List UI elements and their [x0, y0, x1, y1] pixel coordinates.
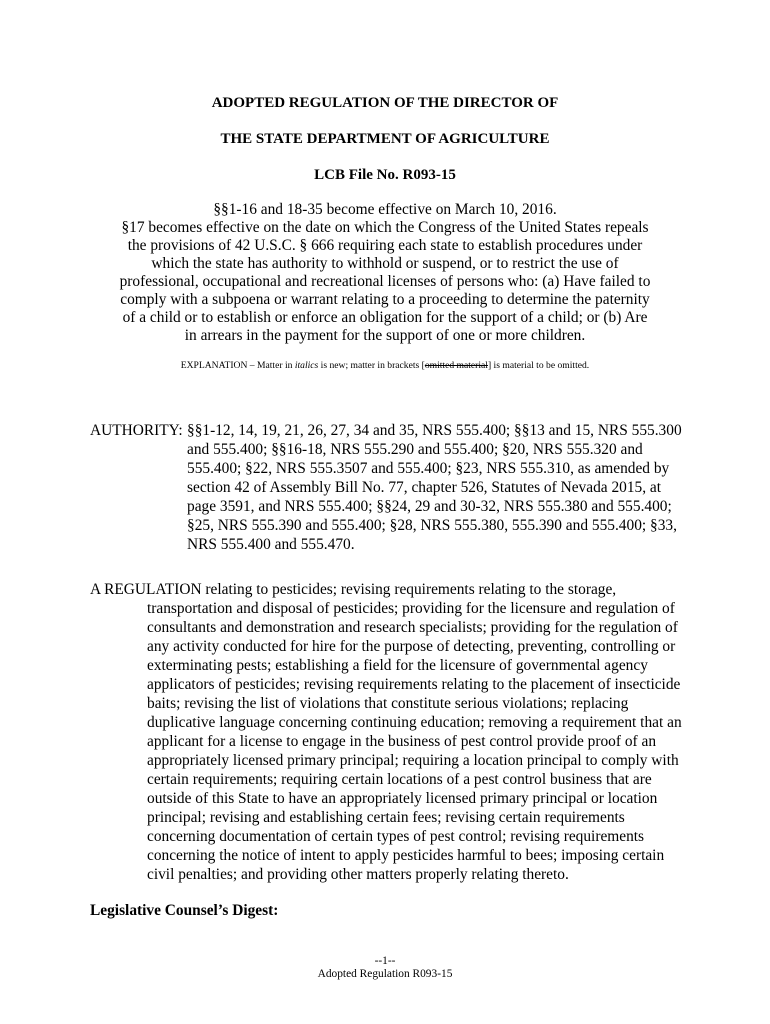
regulation-line: principal; revising and establishing certain fees; revising certain requirements — [147, 809, 625, 826]
title-line-2: THE STATE DEPARTMENT OF AGRICULTURE — [220, 131, 550, 147]
regulation-line: baits; revising the list of violations that constitute serious violations; replacing — [147, 695, 629, 712]
title-line-1: ADOPTED REGULATION OF THE DIRECTOR OF — [211, 95, 559, 111]
effective-line: §§1-16 and 18-35 become effective on March 10, 2016. — [213, 201, 557, 218]
effective-line: professional, occupational and recreational licenses of persons who: (a) Have failed to — [119, 273, 651, 290]
effective-line: which the state has authority to withhold or suspend, or to restrict the use of — [151, 255, 619, 272]
regulation-line: concerning the notice of intent to apply pesticides harmful to bees; imposing certain — [147, 847, 665, 864]
explanation-italics-word: italics — [294, 360, 319, 371]
effective-dates-block — [108, 201, 662, 345]
effective-line: of a child or to establish or enforce an obligation for the support of a child; or (b) Are — [122, 309, 648, 326]
explanation-middle: is new; matter in brackets [ — [318, 360, 425, 371]
authority-line: §§1-12, 14, 19, 21, 26, 27, 34 and 35, NRS 555.400; §§13 and 15, NRS 555.300 — [187, 422, 682, 439]
regulation-line: consultants and demonstration and research specialists; providing for the regulation of — [147, 619, 678, 636]
effective-line: §17 becomes effective on the date on which the Congress of the United States repeals — [121, 219, 649, 236]
regulation-line: outside of this State to have an appropriately licensed primary principal or location — [147, 790, 658, 807]
regulation-line: civil penalties; and providing other matters properly relating thereto. — [147, 866, 569, 883]
regulation-line: duplicative language concerning continuing education; removing a requirement that an — [147, 714, 682, 731]
authority-line: section 42 of Assembly Bill No. 77, chapter 526, Statutes of Nevada 2015, at — [187, 479, 662, 496]
regulation-line: appropriately licensed primary principal; requiring a location principal to comply with — [147, 752, 679, 769]
authority-line: and 555.400; §§16-18, NRS 555.290 and 555.400; §20, NRS 555.320 and — [187, 441, 643, 458]
page-footer — [0, 955, 770, 981]
authority-label: AUTHORITY: — [90, 422, 183, 439]
authority-line: NRS 555.400 and 555.470. — [187, 536, 355, 553]
authority-line: 555.400; §22, NRS 555.3507 and 555.400; §23, NRS 555.310, as amended by — [187, 460, 670, 477]
page-number: --1-- — [374, 955, 396, 967]
regulation-line: concerning documentation of certain types of pest control; revising requirements — [147, 828, 645, 845]
explanation-omitted-word: omitted material — [424, 360, 488, 371]
regulation-line: certain requirements; requiring certain locations of a pest control business that are — [147, 771, 652, 788]
effective-line: in arrears in the payment for the support of one or more children. — [184, 327, 586, 344]
regulation-line: applicators of pesticides; revising requirements relating to the placement of insecticide — [147, 676, 681, 693]
regulation-line: any activity conducted for hire for the purpose of detecting, preventing, controlling or — [147, 638, 676, 655]
explanation-suffix: ] is material to be omitted. — [487, 360, 590, 371]
explanation-prefix: EXPLANATION – Matter in — [180, 360, 295, 371]
digest-heading: Legislative Counsel’s Digest: — [90, 902, 279, 919]
authority-citations — [187, 421, 687, 554]
regulation-line: A REGULATION relating to pesticides; revising requirements relating to the storage, — [90, 581, 617, 598]
regulation-line: exterminating pests; establishing a field for the licensure of governmental agency — [147, 657, 648, 674]
regulation-summary — [90, 580, 682, 884]
authority-line: §25, NRS 555.390 and 555.400; §28, NRS 555.380, 555.390 and 555.400; §33, — [187, 517, 677, 534]
effective-line: comply with a subpoena or warrant relating to a proceeding to determine the paternity — [120, 291, 650, 308]
regulation-line: transportation and disposal of pesticides; providing for the licensure and regulation of — [147, 600, 675, 617]
authority-line: page 3591, and NRS 555.400; §§24, 29 and 30-32, NRS 555.380 and 555.400; — [187, 498, 672, 515]
effective-line: the provisions of 42 U.S.C. § 666 requiring each state to establish procedures under — [127, 237, 643, 254]
footer-document-id: Adopted Regulation R093-15 — [317, 968, 453, 980]
regulation-line: applicant for a license to engage in the business of pest control provide proof of an — [147, 733, 657, 750]
file-number: LCB File No. R093-15 — [314, 167, 456, 183]
explanation-note — [0, 360, 770, 372]
